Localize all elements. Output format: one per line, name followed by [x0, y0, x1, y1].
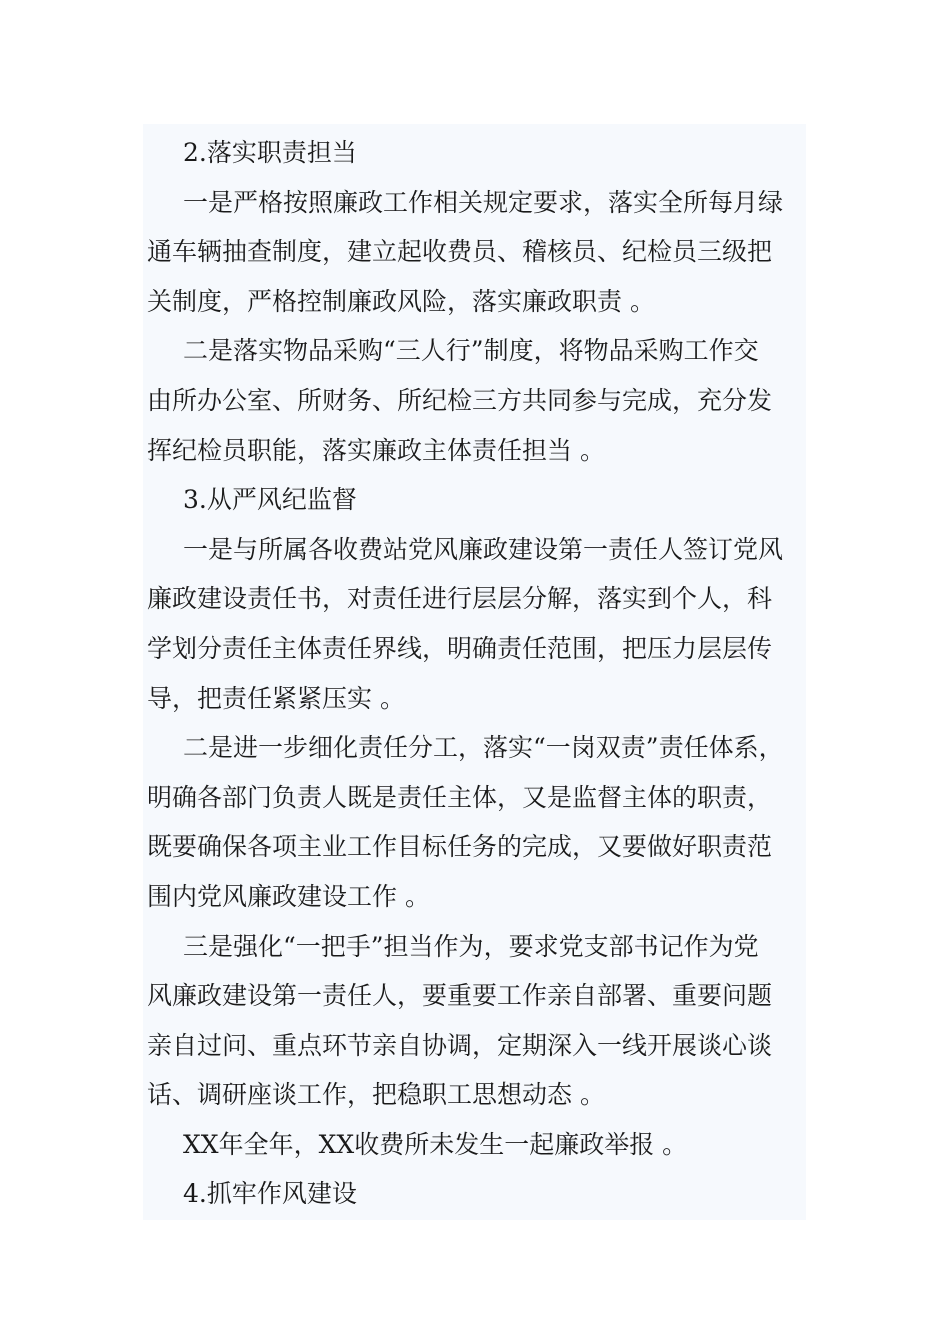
paragraph-line: 话、调研座谈工作，把稳职工思想动态 。	[147, 1080, 605, 1110]
document-body	[147, 128, 803, 1219]
paragraph-line: 廉政建设责任书，对责任进行层层分解，落实到个人，科	[147, 584, 773, 614]
paragraph-line: 一是严格按照廉政工作相关规定要求，落实全所每月绿	[183, 187, 784, 217]
paragraph-line: 挥纪检员职能，落实廉政主体责任担当 。	[147, 435, 605, 465]
paragraph-line: XX年全年，XX收费所未发生一起廉政举报 。	[183, 1129, 688, 1159]
section-heading: 3.从严风纪监督	[183, 485, 357, 515]
paragraph-line: 学划分责任主体责任界线，明确责任范围，把压力层层传	[147, 633, 773, 663]
paragraph-line: 通车辆抽查制度，建立起收费员、稽核员、纪检员三级把	[147, 237, 773, 267]
paragraph-line: 亲自过问、重点环节亲自协调，定期深入一线开展谈心谈	[147, 1030, 773, 1060]
paragraph-line: 导，把责任紧紧压实 。	[147, 683, 405, 713]
section-heading: 2.落实职责担当	[183, 138, 357, 167]
paragraph-line: 关制度，严格控制廉政风险，落实廉政职责 。	[147, 286, 655, 316]
paragraph-line: 一是与所属各收费站党风廉政建设第一责任人签订党风	[183, 534, 784, 564]
section-heading: 4.抓牢作风建设	[183, 1179, 357, 1209]
paragraph-line: 三是强化“一把手”担当作为，要求党支部书记作为党	[183, 931, 759, 961]
paragraph-line: 既要确保各项主业工作目标任务的完成，又要做好职责范	[147, 832, 773, 862]
paragraph-line: 由所办公室、所财务、所纪检三方共同参与完成，充分发	[147, 385, 773, 415]
paragraph-line: 围内党风廉政建设工作 。	[147, 881, 430, 911]
paragraph-line: 风廉政建设第一责任人，要重要工作亲自部署、重要问题	[147, 981, 773, 1011]
paragraph-line: 二是进一步细化责任分工，落实“一岗双责”责任体系，	[183, 733, 784, 763]
paragraph-line: 二是落实物品采购“三人行”制度，将物品采购工作交	[183, 336, 759, 366]
paragraph-line: 明确各部门负责人既是责任主体，又是监督主体的职责，	[147, 782, 773, 812]
